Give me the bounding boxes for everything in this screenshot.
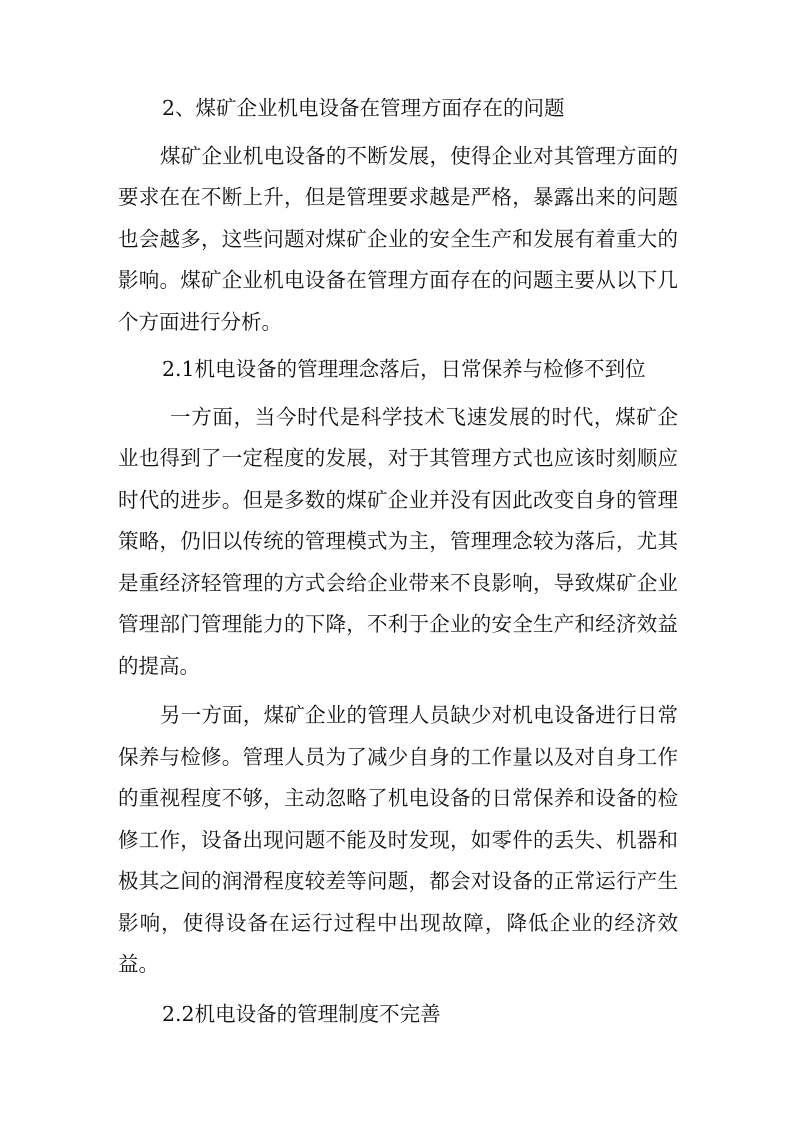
section-heading: 2、煤矿企业机电设备在管理方面存在的问题 xyxy=(162,96,565,120)
document-body xyxy=(118,88,678,1035)
subsection-heading: 2.2机电设备的管理制度不完善 xyxy=(162,1001,441,1026)
paragraph-maintenance: 另一方面，煤矿企业的管理人员缺少对机电设备进行日常保养与检修。管理人员为了减少自身的工作量以及对自身工作的重视程度不够，主动忽略了机电设备的日常保养和设备的检修工作，设备出现问题不能及时发现，如零件的丢失、机器和极其之间的润滑程度较差等问题，都会对设备的正常运行产生影响，使得设备在运行过程中出现故障，降低企业的经济效益。 xyxy=(118,703,678,976)
paragraph-management-concept: 一方面，当今时代是科学技术飞速发展的时代，煤矿企业也得到了一定程度的发展，对于其管理方式也应该时刻顺应时代的进步。但是多数的煤矿企业并没有因此改变自身的管理策略，仍旧以传统的管理模式为主，管理理念较为落后，尤其是重经济轻管理的方式会给企业带来不良影响，导致煤矿企业管理部门管理能力的下降，不利于企业的安全生产和经济效益的提高。 xyxy=(118,404,678,678)
subsection-heading: 2.1机电设备的管理理念落后，日常保养与检修不到位 xyxy=(162,357,646,381)
intro-paragraph: 煤矿企业机电设备的不断发展，使得企业对其管理方面的要求在在不断上升，但是管理要求越是严格，暴露出来的问题也会越多，这些问题对煤矿企业的安全生产和发展有着重大的影响。煤矿企业机电设备在管理方面存在的问题主要从以下几个方面进行分析。 xyxy=(118,143,678,334)
